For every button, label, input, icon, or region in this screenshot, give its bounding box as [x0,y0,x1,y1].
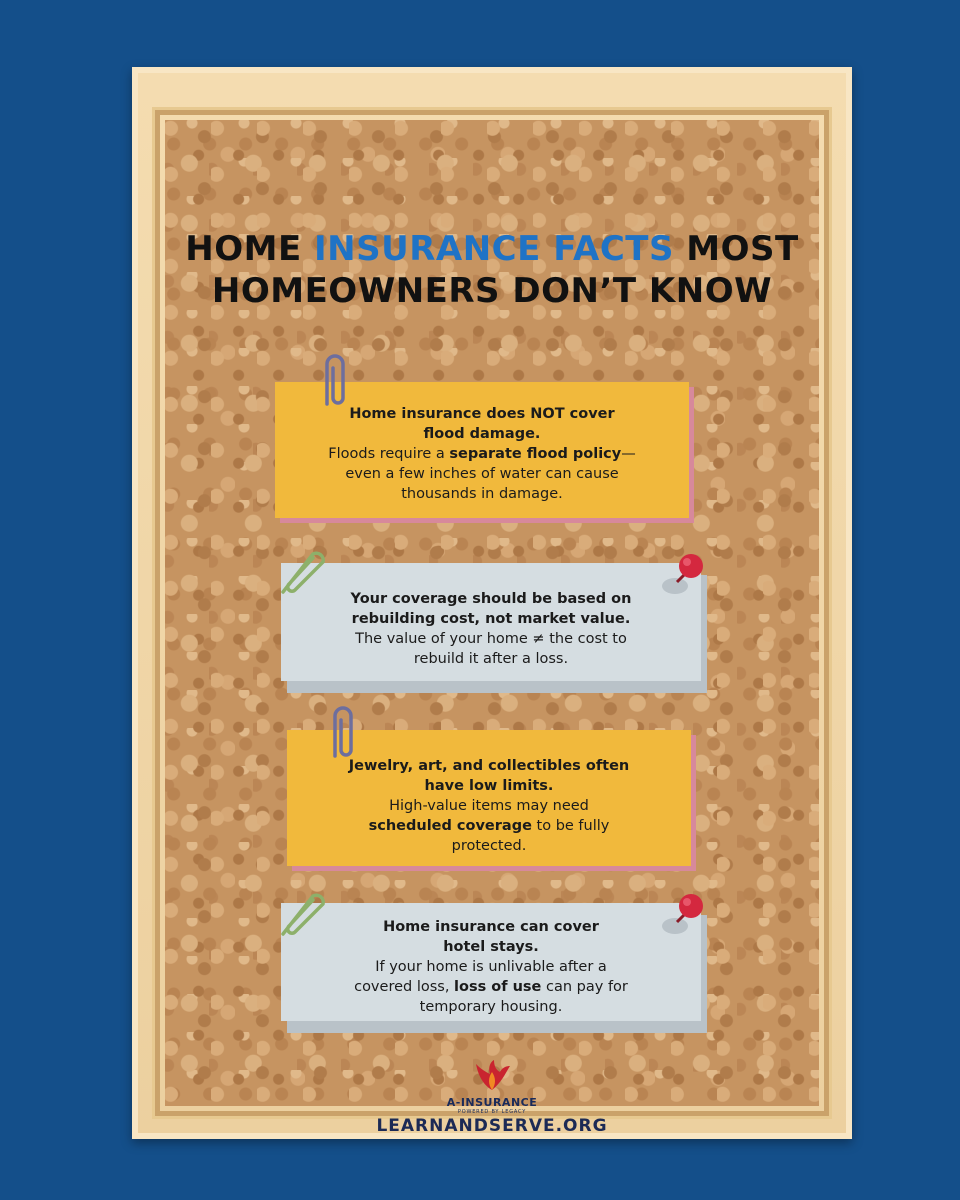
phoenix-icon [472,1058,512,1092]
fact-body-text: can pay for temporary housing. [419,979,628,1015]
fact-note-4 [281,903,701,1021]
logo-name: A-INSURANCE [446,1096,538,1109]
title-line-2: HOMEOWNERS DON’T KNOW [211,271,773,311]
fact-heading: Home insurance does NOT cover flood damage. [349,406,615,442]
title-part-1: HOME [185,229,315,269]
pushpin-icon [659,548,711,598]
brand-logo [165,1058,819,1115]
fact-heading: Your coverage should be based on rebuilding cost, not market value. [350,591,632,627]
title-line-1 [165,228,819,270]
paperclip-icon [325,704,359,762]
paperclip-icon [277,886,327,940]
paperclip-icon [277,544,327,598]
fact-body-emphasis: scheduled coverage [368,818,532,834]
logo-tagline: POWERED BY LEGACY [457,1109,527,1115]
fact-body-text: —even a few inches of water can cause thousands in damage. [345,446,636,502]
pushpin-icon [659,888,711,938]
fact-heading: Jewelry, art, and collectibles often have low limits. [348,758,630,794]
fact-body [327,796,651,856]
paperclip-icon [317,352,351,410]
fact-body-text: The value of your home ≠ the cost to rebuild it after a loss. [355,631,627,667]
fact-note-2 [281,563,701,681]
fact-body-text: High-value items may need [389,798,589,814]
fact-body [321,629,661,669]
fact-body-text: Floods require a [328,446,450,462]
fact-body-text: to be fully protected. [451,818,610,854]
fact-body [321,957,661,1017]
fact-heading: Home insurance can cover hotel stays. [383,919,599,955]
fact-body [315,444,649,504]
title-part-2: MOST [673,229,799,269]
title-highlight: INSURANCE FACTS [314,229,674,269]
corkboard-frame [132,67,852,1139]
fact-body-emphasis: loss of use [454,979,542,995]
page-title [165,228,819,312]
fact-body-text: If your home is unlivable after a covered loss, [354,959,607,995]
fact-body-emphasis: separate flood policy [449,446,622,462]
website-url: LEARNANDSERVE.ORG [376,1116,608,1136]
corkboard [165,120,819,1136]
